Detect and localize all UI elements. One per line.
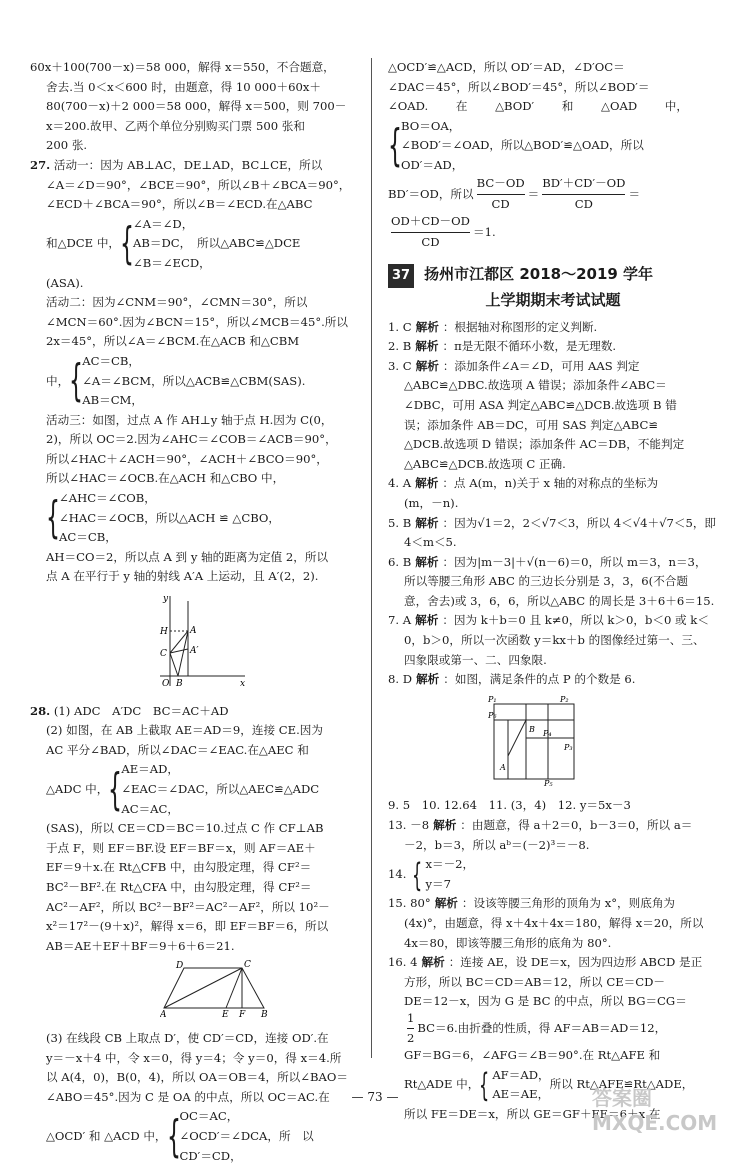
- text-line: 所以∠HAC＋∠ACH＝90°，∠ACH＋∠BCO＝90°，: [30, 450, 356, 470]
- numerator: BC－OD: [477, 176, 525, 196]
- text-line: 于点 F，则 EF＝BF.设 EF＝BF＝x，则 AF＝AE＋: [30, 839, 356, 859]
- analysis-label: 解析: [415, 555, 438, 569]
- figure-label: B: [528, 725, 535, 734]
- text-fragment: △OAD: [601, 97, 637, 117]
- system-brace: [388, 117, 718, 176]
- answer-number: 13. －8: [388, 818, 429, 832]
- brace-icon: {: [46, 496, 51, 540]
- brace-line: AC＝CB，: [82, 352, 305, 372]
- figure-label: y: [162, 594, 169, 604]
- text-line: 活动三：如图，过点 A 作 AH⊥y 轴于点 H.因为 C(0，: [30, 411, 356, 431]
- denominator: CD: [477, 195, 525, 214]
- answer-number: 5. B: [388, 516, 411, 530]
- fill-answers-row: 9. 5 10. 12.64 11. (3，4) 12. y＝5x－3: [388, 796, 718, 816]
- text-line: －2，b＝3，所以 aᵇ＝(－2)³＝－8.: [388, 836, 718, 856]
- answer-number: 3. C: [388, 359, 412, 373]
- text-line: 0，b＞0，所以一次函数 y＝kx＋b 的图像经过第一、三、: [388, 631, 718, 651]
- text-line: AC 平分∠BAD，所以∠DAC＝∠EAC.在△AEC 和: [30, 741, 356, 761]
- text-fragment: △BOD′: [495, 97, 534, 117]
- answer-text: ：添加条件∠A＝∠D，可用 AAS 判定: [443, 359, 640, 373]
- brace-line: x＝－2，: [425, 855, 474, 875]
- brace-line: CD′＝CD，: [180, 1147, 314, 1166]
- exam-section-title: [388, 262, 718, 312]
- text-fragment: ＝: [528, 185, 540, 205]
- figure-svg: [488, 694, 580, 786]
- text-line: 2x＝45°，所以∠A＝∠BCM.在△ACB 和△CBM: [30, 332, 356, 352]
- text-line: △ADC 中，: [46, 780, 108, 800]
- answer-item: [388, 514, 718, 534]
- analysis-label: 解析: [435, 896, 458, 910]
- text-line: 点 A 在平行于 y 轴的射线 A′A 上运动，且 A′(2，2).: [30, 567, 356, 587]
- brace-line: ∠A＝∠D，: [133, 215, 300, 235]
- brace-line: AE＝AE，: [492, 1085, 549, 1105]
- text-line: 4＜m＜5.: [388, 533, 718, 553]
- answer-text: ：由题意，得 a＋2＝0，b－3＝0，所以 a＝: [460, 818, 692, 832]
- fraction: [391, 214, 470, 252]
- fraction: [542, 176, 625, 214]
- figure-label: C: [244, 960, 251, 970]
- analysis-label: 解析: [415, 516, 438, 530]
- numerator: 1: [407, 1012, 414, 1030]
- text-line: 活动二：因为∠CNM＝90°，∠CMN＝30°，所以: [30, 293, 356, 313]
- text-fragment: 中，: [665, 97, 688, 117]
- text-line: GF＝BG＝6，∠AFG＝∠B＝90°.在 Rt△AFE 和: [388, 1046, 718, 1066]
- brace-icon: {: [412, 859, 417, 891]
- text-line: (3) 在线段 CB 上取点 D′，使 CD′＝CD，连接 OD′.在: [30, 1029, 356, 1049]
- brace-line: ∠AHC＝∠COB，: [59, 489, 280, 509]
- answer-item: [388, 894, 718, 914]
- answer-number: 15. 80°: [388, 896, 431, 910]
- numerator: OD＋CD－OD: [391, 214, 470, 234]
- figure-label: A′: [189, 646, 199, 656]
- text-line: (SAS)，所以 CE＝CD＝BC＝10.过点 C 作 CF⊥AB: [30, 819, 356, 839]
- text-line: (2) 如图，在 AB 上截取 AE＝AD＝9，连接 CE.因为: [30, 721, 356, 741]
- denominator: CD: [391, 233, 470, 252]
- system-brace: [30, 1107, 356, 1166]
- text-line: ∠ABO＝45°.因为 C 是 OA 的中点，所以 OC＝AC.在: [30, 1088, 356, 1108]
- answer-item: [388, 953, 718, 973]
- answer-item: [388, 855, 718, 894]
- text-line: 所以等腰三角形 ABC 的三边长分别是 3，3，6(不合题: [388, 572, 718, 592]
- answer-number: 2. B: [388, 339, 411, 353]
- figure-coordinate-triangle: [30, 591, 356, 698]
- brace-line: AC＝AC，: [121, 800, 319, 820]
- answer-text: ：点 A(m，n)关于 x 轴的对称点的坐标为: [442, 476, 658, 490]
- page-number: — 73 —: [0, 1090, 750, 1104]
- text-line: ∠ECD＋∠BCA＝90°，所以∠B＝∠ECD.在△ABC: [30, 195, 356, 215]
- figure-label: E: [221, 1010, 229, 1018]
- text-line: y＝－x＋4 中，令 x＝0，得 y＝4；令 y＝0，得 x＝4.所: [30, 1049, 356, 1069]
- brace-line: ∠A＝∠BCM，所以△ACB≌△CBM(SAS).: [82, 372, 305, 392]
- analysis-label: 解析: [415, 339, 438, 353]
- analysis-label: 解析: [415, 613, 438, 627]
- brace-icon: {: [108, 768, 113, 812]
- text-line: △ABC≌△DBC.故选项 A 错误；添加条件∠ABC＝: [388, 376, 718, 396]
- text-line: (1) ADC A′DC BC＝AC＋AD: [54, 704, 229, 718]
- brace-line: y＝7: [425, 875, 474, 895]
- text-line: 方形，所以 BC＝CD＝AB＝12，所以 CE＝CD－: [388, 973, 718, 993]
- brace-line: AB＝CM，: [82, 391, 305, 411]
- brace-icon: {: [69, 359, 74, 403]
- figure-label: P₄: [542, 729, 552, 738]
- figure-label: O: [162, 679, 170, 689]
- text-line: AH＝CO＝2，所以点 A 到 y 轴的距离为定值 2，所以: [30, 548, 356, 568]
- brace-line: BO＝OA，: [401, 117, 644, 137]
- text-fragment: ＝1.: [473, 223, 496, 243]
- numerator: BD′＋CD′－OD: [542, 176, 625, 196]
- text-line: AB＝AE＋EF＋BF＝9＋6＋6＝21.: [30, 937, 356, 957]
- denominator: CD: [542, 195, 625, 214]
- text-line: EF＝9＋x.在 Rt△CFB 中，由勾股定理，得 CF²＝: [30, 858, 356, 878]
- system-brace: [30, 760, 356, 819]
- brace-icon: {: [167, 1115, 172, 1159]
- text-line: (ASA).: [30, 274, 356, 294]
- analysis-label: 解析: [415, 476, 438, 490]
- text-line: x＝200.故甲、乙两个单位分别购买门票 500 张和: [30, 117, 356, 137]
- brace-line: ∠B＝∠ECD，: [133, 254, 300, 274]
- answer-item: [388, 318, 718, 338]
- text-line: 80(700－x)＋2 000＝58 000，解得 x＝500，则 700－: [30, 97, 356, 117]
- answer-number: 4. A: [388, 476, 411, 490]
- text-fragment: BD′＝OD，所以: [388, 185, 474, 205]
- text-line: BC²－BF².在 Rt△CFA 中，由勾股定理，得 CF²＝: [30, 878, 356, 898]
- question-27: [30, 156, 356, 698]
- figure-label: A: [499, 763, 506, 772]
- brace-line: AC＝CB，: [59, 528, 280, 548]
- figure-label: C: [160, 649, 167, 659]
- text-line: 和△DCE 中，: [46, 234, 120, 254]
- system-brace: [30, 489, 356, 548]
- answer-item: [388, 337, 718, 357]
- text-line: △OCD′≌△ACD，所以 OD′＝AD，∠D′OC＝: [388, 58, 718, 78]
- figure-trapezoid: [30, 960, 356, 1025]
- system-brace: [30, 352, 356, 411]
- answers-block: [388, 318, 718, 690]
- text-line: (4x)°，由题意，得 x＋4x＋4x＝180，解得 x＝20，所以: [388, 914, 718, 934]
- answer-item: [388, 357, 718, 377]
- answer-item: [388, 474, 718, 494]
- brace-line: ∠EAC＝∠DAC，所以△AEC≌△ADC: [121, 780, 319, 800]
- denominator: 2: [407, 1029, 414, 1046]
- text-line: △DCB.故选项 D 错误；添加条件 AC＝DB，不能判定: [388, 435, 718, 455]
- brace-line: OD′＝AD，: [401, 156, 644, 176]
- figure-label: D: [175, 961, 183, 971]
- figure-grid: [388, 694, 718, 793]
- text-line: 中，: [46, 372, 69, 392]
- figure-label: P₆: [488, 711, 497, 720]
- text-line: AC²－AF²，所以 BC²－BF²＝AC²－AF²，所以 10²－: [30, 898, 356, 918]
- section-subtitle: 上学期期末考试试题: [388, 288, 718, 312]
- text-line: ∠MCN＝60°.因为∠BCN＝15°，所以∠MCB＝45°.所以: [30, 313, 356, 333]
- text-line: 2)，所以 OC＝2.因为∠AHC＝∠COB＝∠ACB＝90°，: [30, 430, 356, 450]
- answer-text: ：因为 k＋b＝0 且 k≠0，所以 k＞0，b＜0 或 k＜: [442, 613, 709, 627]
- text-fragment: Rt△ADE 中，: [404, 1075, 479, 1095]
- analysis-label: 解析: [422, 955, 445, 969]
- answer-text: ：因为|m－3|＋√(n－6)＝0，所以 m＝3，n＝3，: [442, 555, 706, 569]
- answer-number: 14.: [388, 865, 406, 885]
- answer-number: 16. 4: [388, 955, 418, 969]
- q26-tail: [30, 58, 356, 156]
- brace-icon: {: [120, 222, 125, 266]
- figure-label: P₅: [543, 779, 553, 786]
- text-line: 意，舍去)或 3，6，6，所以△ABC 的周长是 3＋6＋6＝15.: [388, 592, 718, 612]
- analysis-label: 解析: [416, 672, 439, 686]
- figure-svg: [160, 960, 270, 1018]
- column-divider: [371, 58, 372, 1058]
- watermark: 答案圈 MXQE.COM: [592, 1082, 750, 1135]
- brace-line: AB＝DC， 所以△ABC≌△DCE: [133, 234, 300, 254]
- text-fragment: 在: [456, 97, 468, 117]
- analysis-label: 解析: [433, 818, 456, 832]
- question-number: 28.: [30, 704, 50, 718]
- text-line: 200 张.: [30, 136, 356, 156]
- text-line: 活动一：因为 AB⊥AC，DE⊥AD，BC⊥CE，所以: [54, 158, 322, 172]
- text-line: △OCD′ 和 △ACD 中，: [46, 1127, 167, 1147]
- text-line: ∠DAC＝45°，所以∠BOD′＝45°，所以∠BOD′＝: [388, 78, 718, 98]
- figure-label: F: [238, 1010, 246, 1018]
- question-number: 27.: [30, 158, 50, 172]
- brace-icon: {: [388, 124, 393, 168]
- brace-line: ∠HAC＝∠OCB，所以△ACH ≌ △CBO，: [59, 509, 280, 529]
- right-column: [388, 58, 718, 1124]
- text-line: 4x＝80，即该等腰三角形的底角为 80°.: [388, 934, 718, 954]
- text-line: 误；添加条件 AB＝DC，可用 SAS 判定△ABC≌: [388, 416, 718, 436]
- answer-text: ：π是无限不循环小数，是无理数.: [442, 339, 616, 353]
- text-line: 所以∠HAC＝∠OCB.在△ACH 和△CBO 中，: [30, 469, 356, 489]
- answer-text: ：连接 AE，设 DE＝x，因为四边形 ABCD 是正: [449, 955, 702, 969]
- answer-number: 1. C: [388, 320, 412, 334]
- answer-text: ：根据轴对称图形的定义判断.: [443, 320, 597, 334]
- text-line: 60x＋100(700－x)＝58 000，解得 x＝550，不合题意，: [30, 58, 356, 78]
- text-line: (m，－n).: [388, 494, 718, 514]
- brace-line: AF＝AD，: [492, 1066, 549, 1086]
- figure-label: B: [175, 679, 183, 689]
- brace-line: ∠OCD′＝∠DCA，所 以: [180, 1127, 314, 1147]
- text-fragment: ＝: [628, 185, 640, 205]
- fraction-line: [388, 1012, 718, 1046]
- fraction: [407, 1012, 414, 1046]
- section-number-badge: 37: [388, 264, 414, 288]
- text-line: 舍去.当 0＜x＜600 时，由题意，得 10 000＋60x＋: [30, 78, 356, 98]
- figure-label: P₂: [559, 695, 569, 704]
- answer-item: [388, 670, 718, 690]
- answer-text: ：因为√1＝2，2＜√7＜3，所以 4＜√4＋√7＜5，即: [442, 516, 716, 530]
- text-line: ∠DBC，可用 ASA 判定△ABC≌△DCB.故选项 B 错: [388, 396, 718, 416]
- figure-label: A: [189, 626, 197, 636]
- brace-icon: {: [479, 1069, 484, 1101]
- text-fragment: ∠OAD.: [388, 97, 428, 117]
- fraction: [477, 176, 525, 214]
- answer-item: [388, 611, 718, 631]
- text-fragment: BC＝6.由折叠的性质，得 AF＝AB＝AD＝12，: [417, 1019, 666, 1039]
- left-column: [30, 58, 356, 1166]
- text-line: △ABC≌△DCB.故选项 C 正确.: [388, 455, 718, 475]
- figure-svg: [150, 591, 250, 691]
- answer-number: 7. A: [388, 613, 411, 627]
- system-brace: [30, 215, 356, 274]
- answers-block-2: [388, 816, 718, 1012]
- figure-label: B: [260, 1010, 268, 1018]
- brace-line: AE＝AD，: [121, 760, 319, 780]
- answer-text: ：如图，满足条件的点 P 的个数是 6.: [443, 672, 635, 686]
- fraction-line: [388, 176, 718, 214]
- figure-label: H: [159, 627, 168, 637]
- analysis-label: 解析: [416, 320, 439, 334]
- figure-label: P₃: [563, 743, 573, 752]
- text-line: DE＝12－x，因为 G 是 BC 的中点，所以 BG＝CG＝: [388, 992, 718, 1012]
- text-fragment: 所以 Rt△AFE≌Rt△ADE，: [550, 1075, 694, 1095]
- text-line: 以 A(4，0)，B(0，4)，所以 OA＝OB＝4，所以∠BAO＝: [30, 1068, 356, 1088]
- text-line: [388, 97, 688, 117]
- answer-text: ：设该等腰三角形的顶角为 x°，则底角为: [462, 896, 675, 910]
- text-line: x²＝17²－(9＋x)²，解得 x＝6，即 EF＝BF＝6，所以: [30, 917, 356, 937]
- text-fragment: 和: [562, 97, 574, 117]
- brace-line: OC＝AC，: [180, 1107, 314, 1127]
- figure-label: P₁: [488, 695, 497, 704]
- answer-number: 8. D: [388, 672, 412, 686]
- figure-label: x: [240, 679, 245, 689]
- fraction-line: [388, 214, 718, 252]
- analysis-label: 解析: [416, 359, 439, 373]
- answer-item: [388, 816, 718, 836]
- text-line: 所以 FE＝DE＝x，所以 GE＝GF＋FE＝6＋x.在: [388, 1105, 718, 1125]
- brace-line: ∠BOD′＝∠OAD，所以△BOD′≌△OAD，所以: [401, 136, 644, 156]
- answer-number: 6. B: [388, 555, 411, 569]
- figure-label: A: [160, 1010, 167, 1018]
- text-line: ∠A＝∠D＝90°，∠BCE＝90°，所以∠B＋∠BCA＝90°，: [30, 176, 356, 196]
- answer-item: [388, 553, 718, 573]
- section-title: 扬州市江都区 2018～2019 学年: [424, 265, 653, 283]
- text-line: 四象限或第一、二、四象限.: [388, 651, 718, 671]
